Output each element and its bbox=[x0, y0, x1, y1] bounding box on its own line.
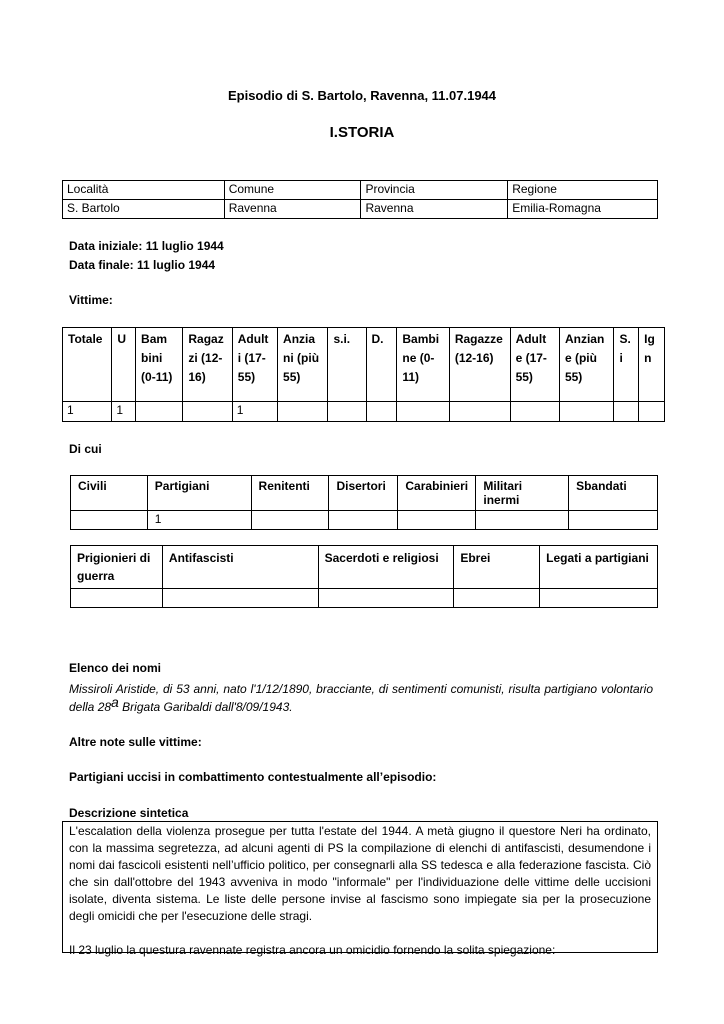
categories2-value-cell bbox=[71, 589, 163, 608]
names-list-label: Elenco dei nomi bbox=[69, 661, 162, 675]
victims-value-cell bbox=[449, 402, 510, 422]
description-box bbox=[62, 821, 658, 957]
location-value-cell: Ravenna bbox=[361, 200, 508, 219]
victims-value-cell bbox=[328, 402, 366, 422]
victims-value-cell bbox=[136, 402, 183, 422]
victims-header-cell: Ragazze (12-16) bbox=[449, 328, 510, 402]
victim-categories-table-2 bbox=[70, 545, 658, 608]
victims-value-cell bbox=[510, 402, 559, 422]
victims-header-cell: Ragaz zi (12-16) bbox=[183, 328, 232, 402]
location-header-cell: Località bbox=[63, 181, 225, 200]
categories-value-cell bbox=[569, 511, 658, 530]
location-header-row bbox=[63, 181, 658, 200]
victims-header-cell: Adult i (17-55) bbox=[232, 328, 277, 402]
categories2-value-cell bbox=[454, 589, 540, 608]
victims-header-cell: S. i bbox=[614, 328, 639, 402]
names-text-superscript: a bbox=[111, 694, 119, 710]
victims-table bbox=[62, 327, 665, 422]
victims-value-cell bbox=[639, 402, 665, 422]
victims-value-cell: 1 bbox=[232, 402, 277, 422]
start-date: Data iniziale: 11 luglio 1944 bbox=[69, 239, 224, 253]
victims-header-cell: D. bbox=[366, 328, 397, 402]
categories2-header-cell: Ebrei bbox=[454, 546, 540, 589]
victims-value-cell bbox=[278, 402, 328, 422]
categories-header-cell: Civili bbox=[71, 476, 148, 511]
categories-value-cell bbox=[329, 511, 398, 530]
victims-header-cell: Adult e (17-55) bbox=[510, 328, 559, 402]
victims-value-cell bbox=[397, 402, 449, 422]
victims-header-cell: U bbox=[112, 328, 136, 402]
location-header-cell: Regione bbox=[508, 181, 658, 200]
categories-header-cell: Militari inermi bbox=[476, 476, 569, 511]
categories-header-cell: Renitenti bbox=[251, 476, 329, 511]
victims-value-cell bbox=[183, 402, 232, 422]
victims-value-cell: 1 bbox=[63, 402, 112, 422]
location-value-cell: Emilia-Romagna bbox=[508, 200, 658, 219]
location-value-cell: S. Bartolo bbox=[63, 200, 225, 219]
location-value-cell: Ravenna bbox=[224, 200, 361, 219]
location-header-cell: Comune bbox=[224, 181, 361, 200]
victims-header-cell: Ig n bbox=[639, 328, 665, 402]
description-paragraph: L'escalation della violenza prosegue per tutta l'estate del 1944. A metà giugno il questore Neri ha ordinato, con la massima segretezza, ad alcuni agenti di PS la compilazione di elenchi di antifascisti, desumendone i nomi dai fascicoli esistenti nell’ufficio politico, per consegnarli alla SS tedesca e alla federazione fascista. Ciò che sin dall'ottobre del 1943 avveniva in modo "informale" per l'individuazione delle vittime delle uccisioni isolate, diventa sistema. Le liste delle persone invise al fascismo sono impiegate sia per la prosecuzione degli omicidi che per l'esecuzione delle stragi. bbox=[69, 824, 651, 923]
victims-header-cell: Bambi ne (0-11) bbox=[397, 328, 449, 402]
victim-categories-table bbox=[70, 475, 658, 530]
categories-header-cell: Partigiani bbox=[147, 476, 251, 511]
end-date: Data finale: 11 luglio 1944 bbox=[69, 258, 216, 272]
document-title: Episodio di S. Bartolo, Ravenna, 11.07.1944 bbox=[227, 88, 497, 103]
categories2-header-cell: Sacerdoti e religiosi bbox=[318, 546, 454, 589]
victims-label: Vittime: bbox=[69, 293, 113, 307]
names-text-main: Missiroli Aristide, di 53 anni, nato l'1/12/1890, bracciante, di sentimenti comunisti, risulta partigiano volontario della 28 bbox=[69, 682, 653, 714]
victims-header-cell: s.i. bbox=[328, 328, 366, 402]
description-paragraph: Il 23 luglio la questura ravennate registra ancora un omicidio fornendo la solita spiegazione: bbox=[69, 943, 556, 957]
categories2-value-cell bbox=[162, 589, 318, 608]
victims-value-cell bbox=[559, 402, 614, 422]
categories2-header-cell: Prigionieri di guerra bbox=[71, 546, 163, 589]
victims-header-cell: Bam bini (0-11) bbox=[136, 328, 183, 402]
victims-header-cell: Anzia ni (più 55) bbox=[278, 328, 328, 402]
victims-header-row bbox=[63, 328, 665, 402]
location-table bbox=[62, 180, 658, 219]
victims-value-cell bbox=[366, 402, 397, 422]
other-notes-label: Altre note sulle vittime: bbox=[69, 735, 202, 749]
victims-value-row bbox=[63, 402, 665, 422]
categories-value-cell bbox=[71, 511, 148, 530]
section-title: I.STORIA bbox=[329, 124, 395, 141]
categories-value-cell: 1 bbox=[147, 511, 251, 530]
location-value-row bbox=[63, 200, 658, 219]
victims-value-cell: 1 bbox=[112, 402, 136, 422]
victims-header-cell: Anzian e (più 55) bbox=[559, 328, 614, 402]
categories2-header-row bbox=[71, 546, 658, 589]
description-label: Descrizione sintetica bbox=[69, 806, 189, 820]
names-text-end: Brigata Garibaldi dall'8/09/1943. bbox=[118, 700, 293, 714]
victims-value-cell bbox=[614, 402, 639, 422]
categories-header-cell: Disertori bbox=[329, 476, 398, 511]
categories2-value-cell bbox=[318, 589, 454, 608]
categories-header-cell: Carabinieri bbox=[398, 476, 476, 511]
categories-value-cell bbox=[398, 511, 476, 530]
categories-value-row bbox=[71, 511, 658, 530]
of-which-label: Di cui bbox=[69, 442, 102, 456]
categories2-value-row bbox=[71, 589, 658, 608]
categories-value-cell bbox=[251, 511, 329, 530]
victims-header-cell: Totale bbox=[63, 328, 112, 402]
categories-header-cell: Sbandati bbox=[569, 476, 658, 511]
categories2-header-cell: Legati a partigiani bbox=[540, 546, 658, 589]
names-list-text bbox=[69, 680, 653, 716]
location-header-cell: Provincia bbox=[361, 181, 508, 200]
categories-header-row bbox=[71, 476, 658, 511]
categories-value-cell bbox=[476, 511, 569, 530]
partisans-killed-label: Partigiani uccisi in combattimento contestualmente all’episodio: bbox=[69, 770, 437, 784]
categories2-value-cell bbox=[540, 589, 658, 608]
categories2-header-cell: Antifascisti bbox=[162, 546, 318, 589]
